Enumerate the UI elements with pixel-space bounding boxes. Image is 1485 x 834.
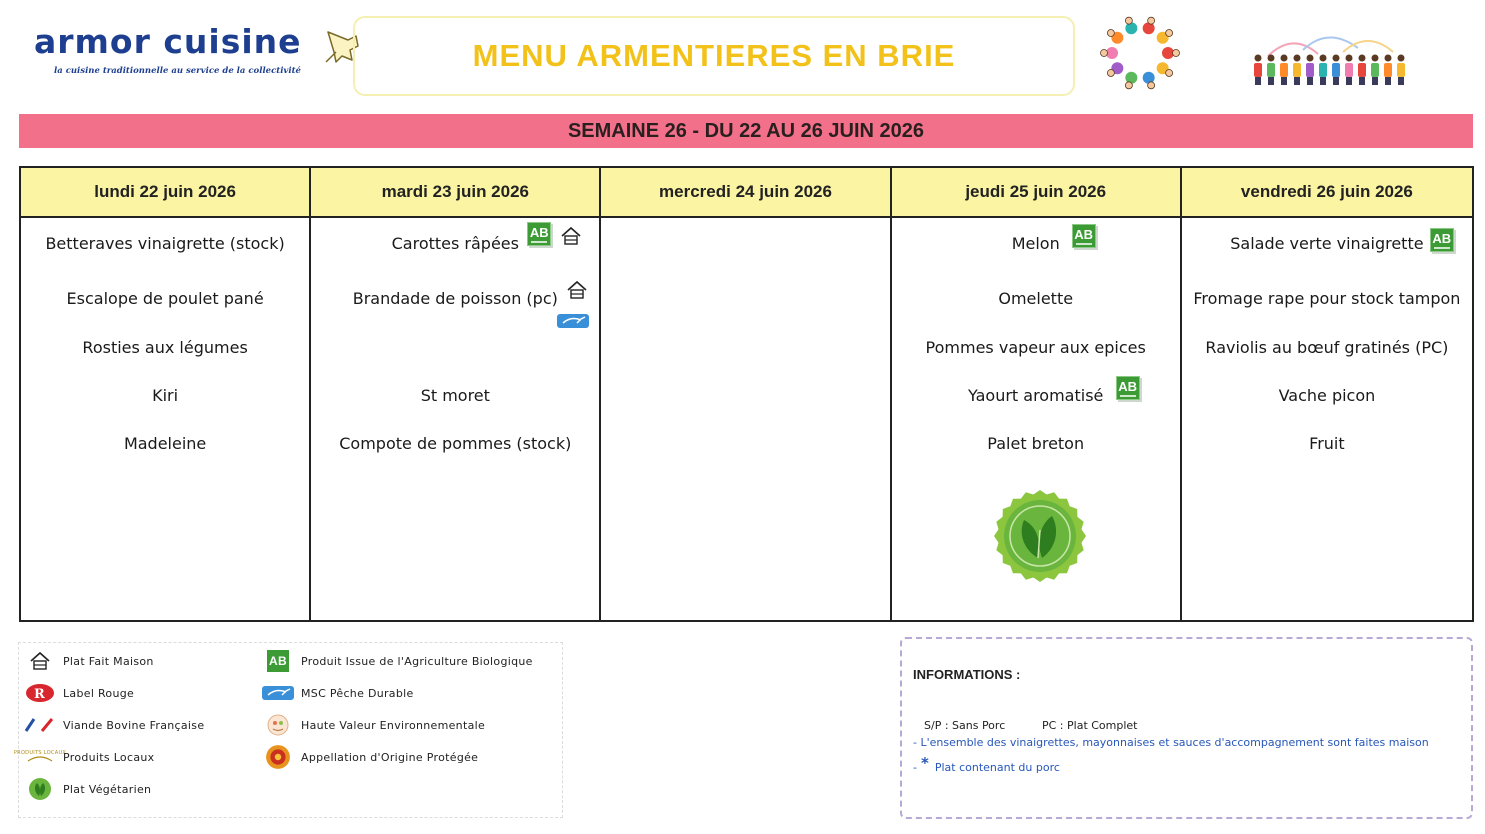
children-circle-illustration <box>1098 14 1182 92</box>
dish-item: Raviolis au bœuf gratinés (PC) <box>1205 338 1449 357</box>
dish-item: Betteraves vinaigrette (stock) <box>45 234 285 253</box>
informations-box <box>900 637 1473 819</box>
legend-item: Plat Végétarien <box>23 777 151 801</box>
day-column-friday <box>1182 168 1472 620</box>
svg-text:R: R <box>34 687 46 702</box>
dish-item: Brandade de poisson (pc) <box>352 289 558 308</box>
day-header: jeudi 25 juin 2026 <box>892 168 1180 218</box>
msc-fish-icon <box>258 686 298 700</box>
menu-title: MENU ARMENTIERES EN BRIE <box>472 38 956 73</box>
dish-item: Compote de pommes (stock) <box>339 434 572 453</box>
vegetarian-seal-icon <box>994 490 1086 582</box>
day-header: vendredi 26 juin 2026 <box>1182 168 1472 218</box>
day-column-thursday <box>892 168 1182 620</box>
dish-item: Melon <box>1011 234 1060 253</box>
dish-item: Fruit <box>1309 434 1345 453</box>
dish-item: Kiri <box>152 386 179 405</box>
svg-text:PRODUITS LOCAUX: PRODUITS LOCAUX <box>13 750 67 756</box>
info-plat-complet: PC : Plat Complet <box>1042 719 1138 732</box>
dish-item: Omelette <box>998 289 1074 308</box>
day-column-tuesday <box>311 168 601 620</box>
dish-item: Pommes vapeur aux epices <box>925 338 1146 357</box>
organic-ab-icon: AB <box>1072 224 1096 248</box>
menu-table <box>19 166 1474 622</box>
dish-item: Rosties aux légumes <box>82 338 248 357</box>
dish-item: St moret <box>420 386 490 405</box>
legend-item: Appellation d'Origine Protégée <box>261 745 478 769</box>
legend-item: AB Produit Issue de l'Agriculture Biologique <box>261 649 533 673</box>
hve-icon <box>265 713 291 737</box>
info-pork-note: - * Plat contenant du porc <box>913 754 1060 774</box>
day-header: mardi 23 juin 2026 <box>311 168 599 218</box>
organic-ab-icon: AB <box>1116 376 1140 400</box>
dish-item: Salade verte vinaigrette <box>1230 234 1424 253</box>
info-homemade-sauces: - L'ensemble des vinaigrettes, mayonnaises et sauces d'accompagnement sont faites maison <box>913 736 1429 749</box>
brand-logo <box>34 24 304 76</box>
organic-ab-icon: AB <box>1430 228 1454 252</box>
legend-item: R Label Rouge <box>23 681 134 705</box>
local-products-icon <box>13 745 67 769</box>
informations-title: INFORMATIONS : <box>913 667 1021 682</box>
dish-item: Carottes râpées <box>391 234 519 253</box>
vegetarian-leaf-icon <box>27 777 53 801</box>
week-banner <box>19 114 1473 148</box>
brand-tagline: la cuisine traditionnelle au service de la collectivité <box>54 66 301 76</box>
day-column-monday <box>21 168 311 620</box>
organic-ab-icon: AB <box>527 222 551 246</box>
aop-icon <box>265 744 291 770</box>
legend-item: PRODUITS LOCAUX Produits Locaux <box>23 745 154 769</box>
day-column-wednesday <box>601 168 891 620</box>
dish-item: Palet breton <box>987 434 1085 453</box>
brand-name: armor cuisine <box>34 22 302 61</box>
dish-item: Escalope de poulet pané <box>66 289 264 308</box>
week-label: SEMAINE 26 - DU 22 AU 26 JUIN 2026 <box>567 119 925 142</box>
homemade-house-icon <box>565 278 589 302</box>
day-header: lundi 22 juin 2026 <box>21 168 309 218</box>
day-header: mercredi 24 juin 2026 <box>601 168 889 218</box>
dish-item: Madeleine <box>123 434 207 453</box>
legend-item: MSC Pêche Durable <box>261 681 414 705</box>
info-sans-porc: S/P : Sans Porc <box>924 719 1006 732</box>
legend-item: Viande Bovine Française <box>23 713 204 737</box>
homemade-house-icon <box>559 224 583 248</box>
children-group-illustration <box>1248 26 1408 88</box>
dish-item: Vache picon <box>1278 386 1376 405</box>
dish-item: Yaourt aromatisé <box>968 386 1104 405</box>
french-beef-icon <box>24 715 56 735</box>
label-rouge-icon <box>24 682 56 704</box>
dish-item: Fromage rape pour stock tampon <box>1193 289 1461 308</box>
legend-item: Haute Valeur Environnementale <box>261 713 485 737</box>
msc-fish-icon <box>557 314 589 328</box>
organic-ab-icon: AB <box>267 650 289 672</box>
legend <box>13 642 563 818</box>
homemade-house-icon <box>27 649 53 673</box>
pork-star-icon: * <box>920 754 929 772</box>
menu-title-box <box>353 16 1075 96</box>
legend-item: Plat Fait Maison <box>23 649 154 673</box>
